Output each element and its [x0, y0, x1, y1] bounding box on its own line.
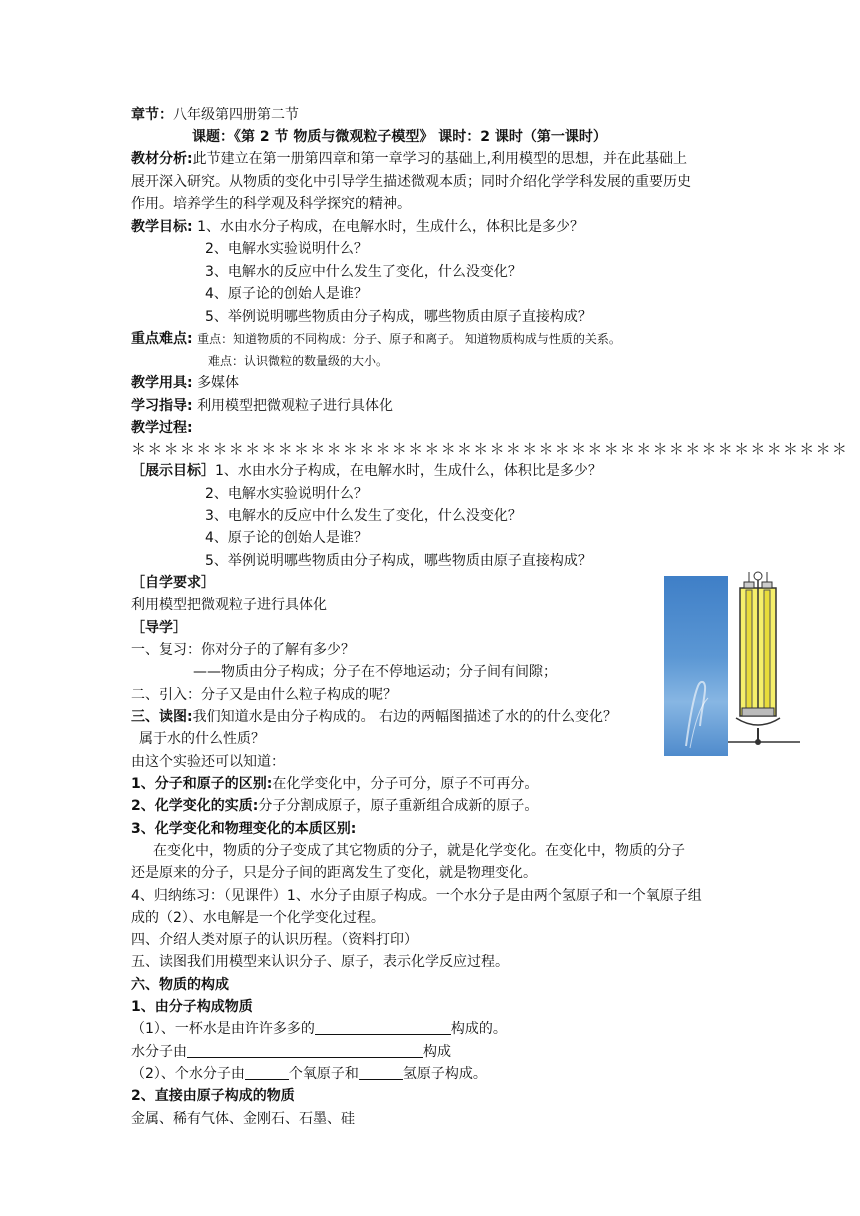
question-text: 构成	[423, 1044, 451, 1060]
point-label: 2、化学变化的实质:	[131, 798, 259, 814]
point-line	[131, 773, 538, 795]
answer-blank[interactable]	[187, 1043, 423, 1058]
chapter-value: 八年级第四册第二节	[173, 107, 299, 123]
keypoints-label: 重点难点:	[131, 331, 193, 347]
focus-text: 重点：知道物质的不同构成：分子、原子和离子。 知道物质构成与性质的关系。	[197, 332, 621, 346]
self-study-label: ［自学要求］	[131, 575, 215, 591]
lesson-title: 课题：《第 2 节 物质与微观粒子模型》 课时：2 课时（第一课时）	[192, 129, 607, 145]
intro-line: 二、引入：分子又是由什么粒子构成的呢？	[131, 687, 397, 703]
process-label: 教学过程:	[131, 420, 193, 436]
question-text: （2）、个水分子由	[131, 1066, 245, 1082]
self-study-value: 利用模型把微观粒子进行具体化	[131, 597, 327, 613]
para-line-2: 还是原来的分子，只是分子间的距离发生了变化，就是物理变化。	[131, 865, 537, 881]
answer-blank[interactable]	[245, 1065, 289, 1080]
objective-item: 2、电解水实验说明什么？	[205, 241, 368, 257]
water-photo	[664, 576, 728, 756]
point-text: 分子分割成原子，原子重新组合成新的原子。	[258, 798, 539, 814]
goal-item: 1、水由水分子构成，在电解水时，生成什么，体积比是多少？	[215, 463, 602, 479]
question-2	[131, 1041, 451, 1063]
electrolysis-apparatus-icon	[728, 568, 800, 746]
answer-blank[interactable]	[359, 1065, 403, 1080]
lead-label: ［导学］	[131, 620, 187, 636]
section-6-sub2: 2、直接由原子构成的物质	[131, 1088, 295, 1104]
point-line	[131, 818, 356, 840]
section-6-title: 六、物质的构成	[131, 977, 229, 993]
section-4: 四、介绍人类对原子的认识历程。（资料打印）	[131, 932, 418, 948]
practice-line-1: 4、归纳练习：（见课件）1、水分子由原子构成。一个水分子是由两个氢原子和一个氧原子组	[131, 888, 702, 904]
answer-blank[interactable]	[315, 1020, 451, 1035]
objectives-label: 教学目标:	[131, 219, 193, 235]
read-text: 我们知道水是由分子构成的。 右边的两幅图描述了水的的什么变化？	[192, 709, 618, 725]
analysis-line-1	[131, 148, 687, 170]
point-line	[131, 795, 538, 817]
goal-item: 4、原子论的创始人是谁？	[205, 530, 368, 546]
objectives-line-1	[131, 216, 584, 238]
para-line-1: 在变化中，物质的分子变成了其它物质的分子，就是化学变化。在变化中，物质的分子	[153, 843, 685, 859]
practice-line-2: 成的（2）、水电解是一个化学变化过程。	[131, 910, 385, 926]
analysis-text-1: 此节建立在第一册第四章和第一章学习的基础上,利用模型的思想，并在此基础上	[192, 151, 688, 167]
conclude-line: 由这个实验还可以知道：	[131, 754, 285, 770]
examples-line: 金属、稀有气体、金刚石、石墨、硅	[131, 1111, 355, 1127]
difficulty-text: 难点：认识微粒的数量级的大小。	[208, 354, 389, 368]
question-text: 水分子由	[131, 1044, 187, 1060]
goal-item: 5、举例说明哪些物质由分子构成，哪些物质由原子直接构成？	[205, 553, 592, 569]
objective-item: 4、原子论的创始人是谁？	[205, 286, 368, 302]
read-line	[131, 706, 617, 728]
guide-value: 利用模型把微观粒子进行具体化	[197, 398, 394, 414]
objective-item: 5、举例说明哪些物质由分子构成，哪些物质由原子直接构成？	[205, 309, 592, 325]
objective-item: 3、电解水的反应中什么发生了变化，什么没变化？	[205, 264, 522, 280]
read-label: 三、读图:	[131, 709, 193, 725]
point-text: 在化学变化中，分子可分，原子不可再分。	[272, 776, 539, 792]
guide-label: 学习指导:	[131, 398, 193, 414]
analysis-label: 教材分析:	[131, 151, 193, 167]
keypoints-line	[131, 328, 621, 350]
chapter-label: 章节：	[131, 107, 173, 123]
question-text: 个氧原子和	[288, 1066, 359, 1082]
goal-item: 3、电解水的反应中什么发生了变化，什么没变化？	[205, 508, 522, 524]
question-text: （1）、一杯水是由许许多多的	[131, 1021, 315, 1037]
question-text: 氢原子构成。	[402, 1066, 487, 1082]
section-5: 五、读图我们用模型来认识分子、原子，表示化学反应过程。	[131, 954, 509, 970]
review-answer: ——物质由分子构成；分子在不停地运动；分子间有间隙；	[193, 664, 557, 680]
display-goals-line-1	[131, 460, 602, 482]
question-3	[131, 1063, 487, 1085]
point-label: 3、化学变化和物理变化的本质区别:	[131, 821, 357, 837]
tools-label: 教学用具:	[131, 375, 193, 391]
question-text: 构成的。	[450, 1021, 507, 1037]
star-divider: ＊＊＊＊＊＊＊＊＊＊＊＊＊＊＊＊＊＊＊＊＊＊＊＊＊＊＊＊＊＊＊＊＊＊＊＊＊＊＊＊＊＊＊＊	[131, 440, 849, 458]
question-1	[131, 1018, 507, 1040]
goal-item: 2、电解水实验说明什么？	[205, 486, 368, 502]
chapter-line	[131, 104, 299, 126]
objective-item: 1、水由水分子构成，在电解水时，生成什么，体积比是多少？	[197, 219, 584, 235]
tools-value: 多媒体	[197, 375, 240, 391]
section-6-sub1: 1、由分子构成物质	[131, 999, 253, 1015]
tools-line	[131, 372, 239, 394]
analysis-line-3: 作用。培养学生的科学观及科学探究的精神。	[131, 196, 411, 212]
analysis-line-2: 展开深入研究。从物质的变化中引导学生描述微观本质；同时介绍化学学科发展的重要历史	[131, 174, 691, 190]
photo-detail	[664, 576, 728, 756]
display-goals-label: ［展示目标］	[131, 463, 215, 479]
review-line: 一、复习：你对分子的了解有多少？	[131, 642, 355, 658]
point-label: 1、分子和原子的区别:	[131, 776, 273, 792]
guide-line	[131, 395, 393, 417]
read-text-2: 属于水的什么性质？	[139, 731, 265, 747]
